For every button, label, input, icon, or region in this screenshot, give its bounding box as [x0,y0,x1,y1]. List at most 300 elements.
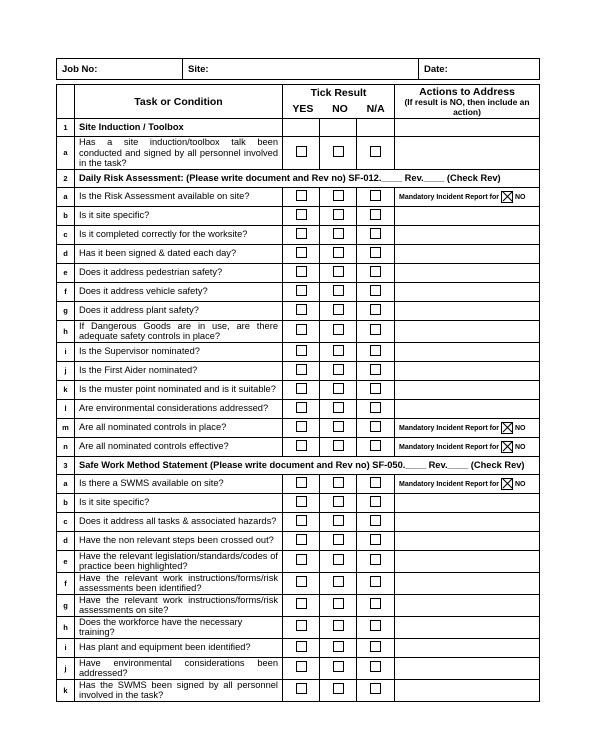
no-checkbox[interactable] [333,620,344,631]
yes-checkbox[interactable] [296,209,307,220]
yes-checkbox[interactable] [296,661,307,672]
no-checkbox[interactable] [333,304,344,315]
na-cell [357,282,395,301]
na-cell [357,474,395,493]
na-checkbox[interactable] [370,534,381,545]
no-checkbox[interactable] [333,554,344,565]
yes-checkbox[interactable] [296,421,307,432]
actions-note: (If result is NO, then include an action) [404,97,530,117]
na-cell [357,206,395,225]
mandatory-report-label: Mandatory Incident Report for [399,424,499,432]
yes-checkbox[interactable] [296,228,307,239]
no-checkbox[interactable] [333,146,344,157]
yes-checkbox[interactable] [296,534,307,545]
row-index: g [57,594,75,616]
no-cell [320,119,357,137]
no-cell [320,206,357,225]
na-checkbox[interactable] [370,641,381,652]
action-cell[interactable] [395,187,540,206]
no-cell [320,320,357,342]
question-text: Has the SWMS been signed by all personnel involved in the task? [75,679,283,701]
action-cell[interactable] [395,361,540,380]
yes-cell [283,474,320,493]
na-checkbox[interactable] [370,146,381,157]
action-cell[interactable] [395,263,540,282]
na-cell [357,244,395,263]
mandatory-report-label: Mandatory Incident Report for [399,193,499,201]
no-checkbox[interactable] [333,285,344,296]
yes-cell [283,282,320,301]
table-row [57,616,540,638]
question-text: Are all nominated controls effective? [75,437,283,456]
no-cell [320,399,357,418]
site-field[interactable] [183,59,419,80]
yes-cell [283,657,320,679]
mandatory-report-label: Mandatory Incident Report for [399,480,499,488]
question-text: Is there a SWMS available on site? [75,474,283,493]
no-cell [320,493,357,512]
na-checkbox[interactable] [370,477,381,488]
table-row [57,187,540,206]
section-row [57,119,540,137]
yes-checkbox[interactable] [296,266,307,277]
yes-cell [283,531,320,550]
section-title: Site Induction / Toolbox [75,119,283,137]
action-cell[interactable] [395,342,540,361]
row-index: k [57,679,75,701]
yes-cell [283,361,320,380]
yes-checkbox[interactable] [296,146,307,157]
yes-cell [283,320,320,342]
question-text: Has plant and equipment been identified? [75,638,283,657]
no-checkbox[interactable] [333,190,344,201]
table-row [57,282,540,301]
row-index: f [57,572,75,594]
yes-cell [283,679,320,701]
row-index: l [57,399,75,418]
action-cell[interactable] [395,206,540,225]
question-text: Have the relevant legislation/standards/codes of practice been highlighted? [75,550,283,572]
na-checkbox[interactable] [370,598,381,609]
no-cell [320,282,357,301]
no-checkbox[interactable] [333,576,344,587]
no-checkbox[interactable] [333,266,344,277]
na-checkbox[interactable] [370,383,381,394]
na-cell [357,638,395,657]
question-text: Is the First Aider nominated? [75,361,283,380]
yes-checkbox[interactable] [296,554,307,565]
yes-cell [283,225,320,244]
na-cell [357,437,395,456]
no-checkbox[interactable] [333,661,344,672]
yes-cell [283,206,320,225]
na-checkbox[interactable] [370,364,381,375]
job-no-label: Job No: [62,63,98,75]
table-row [57,225,540,244]
job-no-field[interactable] [57,59,183,80]
na-checkbox[interactable] [370,421,381,432]
na-cell [357,531,395,550]
header-index-cell [57,85,75,119]
na-cell [357,616,395,638]
question-text: Are all nominated controls in place? [75,418,283,437]
row-index: h [57,320,75,342]
yes-checkbox[interactable] [296,364,307,375]
na-checkbox[interactable] [370,209,381,220]
question-text: Has it been signed & dated each day? [75,244,283,263]
table-row [57,301,540,320]
section-row [57,456,540,474]
no-checkbox[interactable] [333,421,344,432]
action-cell[interactable] [395,437,540,456]
crossed-box-icon [501,478,513,490]
no-cell [320,361,357,380]
checklist-table [56,84,540,702]
na-cell [357,594,395,616]
question-text: Does it address vehicle safety? [75,282,283,301]
row-index: e [57,550,75,572]
section-title: Daily Risk Assessment: (Please write document and Rev no) SF-012.____ Rev.____ (Check Rev) [75,169,540,187]
no-cell [320,474,357,493]
no-cell [320,225,357,244]
table-row [57,320,540,342]
row-index: f [57,282,75,301]
question-text: If Dangerous Goods are in use, are there adequate safety controls in place? [75,320,283,342]
row-index: j [57,657,75,679]
header-tick-result [283,85,395,119]
na-checkbox[interactable] [370,440,381,451]
no-checkbox[interactable] [333,402,344,413]
no-checkbox[interactable] [333,641,344,652]
action-cell[interactable] [395,119,540,137]
action-cell[interactable] [395,225,540,244]
mandatory-report-label: Mandatory Incident Report for [399,443,499,451]
no-cell [320,512,357,531]
na-cell [357,493,395,512]
no-cell [320,616,357,638]
row-index: d [57,531,75,550]
yes-cell [283,616,320,638]
no-cell [320,301,357,320]
row-index: a [57,474,75,493]
no-checkbox[interactable] [333,209,344,220]
yes-cell [283,550,320,572]
table-row [57,399,540,418]
na-cell [357,572,395,594]
actions-title: Actions to Address [419,86,515,98]
no-checkbox[interactable] [333,228,344,239]
row-index: b [57,493,75,512]
yes-checkbox[interactable] [296,477,307,488]
row-index: a [57,187,75,206]
na-cell [357,342,395,361]
na-checkbox[interactable] [370,304,381,315]
no-cell [320,342,357,361]
crossed-box-icon [501,422,513,434]
question-text: Is it completed correctly for the worksite? [75,225,283,244]
yes-cell [283,342,320,361]
table-row [57,679,540,701]
action-cell[interactable] [395,550,540,572]
action-cell[interactable] [395,638,540,657]
question-text: Is it site specific? [75,493,283,512]
action-cell[interactable] [395,418,540,437]
question-text: Is the Supervisor nominated? [75,342,283,361]
no-checkbox[interactable] [333,324,344,335]
question-text: Is the muster point nominated and is it suitable? [75,380,283,399]
yes-cell [283,638,320,657]
na-checkbox[interactable] [370,247,381,258]
table-row [57,594,540,616]
action-cell[interactable] [395,572,540,594]
yes-cell [283,263,320,282]
no-checkbox[interactable] [333,515,344,526]
row-index: i [57,342,75,361]
action-cell[interactable] [395,657,540,679]
yes-checkbox[interactable] [296,402,307,413]
crossed-box-icon [501,441,513,453]
no-checkbox[interactable] [333,496,344,507]
no-cell [320,638,357,657]
crossed-box-icon [501,191,513,203]
no-cell [320,594,357,616]
table-row [57,572,540,594]
na-checkbox[interactable] [370,190,381,201]
table-row [57,418,540,437]
na-cell [357,550,395,572]
no-checkbox[interactable] [333,247,344,258]
no-cell [320,137,357,170]
action-cell[interactable] [395,244,540,263]
na-cell [357,399,395,418]
question-text: Does it address all tasks & associated hazards? [75,512,283,531]
question-text: Has a site induction/toolbox talk been conducted and signed by all personnel involved in the task? [75,137,283,170]
no-cell [320,187,357,206]
yes-cell [283,512,320,531]
row-index: m [57,418,75,437]
na-cell [357,380,395,399]
no-checkbox[interactable] [333,683,344,694]
no-cell [320,531,357,550]
no-checkbox[interactable] [333,440,344,451]
section-row [57,169,540,187]
table-row [57,493,540,512]
na-checkbox[interactable] [370,496,381,507]
na-checkbox[interactable] [370,266,381,277]
action-cell[interactable] [395,301,540,320]
no-checkbox[interactable] [333,477,344,488]
table-row [57,550,540,572]
na-checkbox[interactable] [370,228,381,239]
yes-cell [283,187,320,206]
na-cell [357,679,395,701]
row-index: 2 [57,169,75,187]
na-checkbox[interactable] [370,576,381,587]
table-row [57,137,540,170]
yes-cell [283,244,320,263]
row-index: n [57,437,75,456]
na-checkbox[interactable] [370,661,381,672]
no-cell [320,380,357,399]
na-cell [357,418,395,437]
action-cell[interactable] [395,616,540,638]
row-index: c [57,512,75,531]
na-checkbox[interactable] [370,402,381,413]
no-label: NO [514,443,526,451]
na-cell [357,225,395,244]
action-cell[interactable] [395,320,540,342]
na-cell [357,361,395,380]
yes-cell [283,137,320,170]
header-task: Task or Condition [75,85,283,119]
yes-checkbox[interactable] [296,383,307,394]
question-text: Is the Risk Assessment available on site? [75,187,283,206]
na-cell [357,320,395,342]
question-text: Is it site specific? [75,206,283,225]
yes-checkbox[interactable] [296,515,307,526]
yes-column-label: YES [292,103,314,115]
yes-cell [283,418,320,437]
no-cell [320,244,357,263]
yes-checkbox[interactable] [296,190,307,201]
table-row [57,638,540,657]
yes-cell [283,119,320,137]
no-checkbox[interactable] [333,364,344,375]
table-row [57,512,540,531]
no-checkbox[interactable] [333,598,344,609]
no-cell [320,418,357,437]
no-cell [320,550,357,572]
na-cell [357,137,395,170]
no-label: NO [514,424,526,432]
table-row [57,437,540,456]
yes-cell [283,594,320,616]
no-cell [320,263,357,282]
no-checkbox[interactable] [333,383,344,394]
na-cell [357,263,395,282]
no-cell [320,437,357,456]
yes-cell [283,493,320,512]
na-checkbox[interactable] [370,683,381,694]
yes-checkbox[interactable] [296,641,307,652]
action-cell[interactable] [395,679,540,701]
row-index: j [57,361,75,380]
row-index: b [57,206,75,225]
action-cell[interactable] [395,512,540,531]
yes-cell [283,572,320,594]
na-checkbox[interactable] [370,515,381,526]
question-text: Does it address pedestrian safety? [75,263,283,282]
yes-cell [283,437,320,456]
yes-checkbox[interactable] [296,247,307,258]
action-cell[interactable] [395,474,540,493]
yes-checkbox[interactable] [296,620,307,631]
no-checkbox[interactable] [333,534,344,545]
question-text: Does the workforce have the necessary training? [75,616,283,638]
header-actions [395,85,540,119]
yes-cell [283,399,320,418]
table-row [57,206,540,225]
table-row [57,361,540,380]
action-cell[interactable] [395,399,540,418]
row-index: k [57,380,75,399]
job-header-table [56,58,540,80]
no-label: NO [514,480,526,488]
question-text: Have the relevant work instructions/forms/risk assessments been identified? [75,572,283,594]
tick-result-label: Tick Result [310,87,367,99]
action-cell[interactable] [395,282,540,301]
yes-checkbox[interactable] [296,683,307,694]
na-cell [357,187,395,206]
no-column-label: NO [332,103,348,115]
row-index: g [57,301,75,320]
na-checkbox[interactable] [370,554,381,565]
yes-checkbox[interactable] [296,576,307,587]
na-checkbox[interactable] [370,324,381,335]
table-row [57,342,540,361]
action-cell[interactable] [395,493,540,512]
row-index: i [57,638,75,657]
date-label: Date: [424,63,448,75]
no-checkbox[interactable] [333,345,344,356]
table-row [57,474,540,493]
question-text: Have the relevant work instructions/forms/risk assessments on site? [75,594,283,616]
yes-cell [283,301,320,320]
yes-checkbox[interactable] [296,496,307,507]
na-checkbox[interactable] [370,620,381,631]
no-label: NO [514,193,526,201]
action-cell[interactable] [395,531,540,550]
yes-checkbox[interactable] [296,304,307,315]
question-text: Are environmental considerations addressed? [75,399,283,418]
row-index: h [57,616,75,638]
na-cell [357,119,395,137]
table-row [57,531,540,550]
yes-checkbox[interactable] [296,345,307,356]
table-row [57,263,540,282]
table-row [57,657,540,679]
row-index: 3 [57,456,75,474]
na-cell [357,512,395,531]
action-cell[interactable] [395,137,540,170]
no-cell [320,679,357,701]
site-label: Site: [188,63,209,75]
na-checkbox[interactable] [370,285,381,296]
question-text: Have environmental considerations been addressed? [75,657,283,679]
action-cell[interactable] [395,380,540,399]
row-index: d [57,244,75,263]
yes-checkbox[interactable] [296,598,307,609]
row-index: c [57,225,75,244]
yes-checkbox[interactable] [296,324,307,335]
action-cell[interactable] [395,594,540,616]
yes-checkbox[interactable] [296,440,307,451]
question-text: Have the non relevant steps been crossed out? [75,531,283,550]
row-index: e [57,263,75,282]
checklist-rows [57,119,540,702]
no-cell [320,572,357,594]
section-title: Safe Work Method Statement (Please write document and Rev no) SF-050.____ Rev.____ (Check Rev) [75,456,540,474]
row-index: a [57,137,75,170]
na-cell [357,301,395,320]
table-row [57,380,540,399]
yes-cell [283,380,320,399]
date-field[interactable] [419,59,540,80]
no-cell [320,657,357,679]
yes-checkbox[interactable] [296,285,307,296]
na-checkbox[interactable] [370,345,381,356]
na-cell [357,657,395,679]
